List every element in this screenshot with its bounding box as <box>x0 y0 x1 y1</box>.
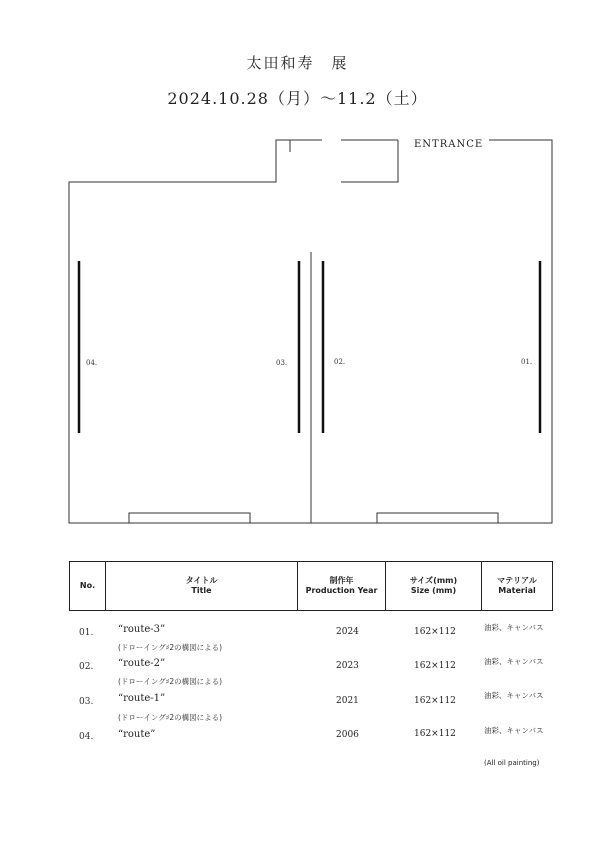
bench-left <box>129 513 250 523</box>
bench-right <box>377 513 498 523</box>
row-no: 04. <box>79 732 94 742</box>
row-title: “route-2” <box>118 658 166 669</box>
wall-label-04: 04. <box>86 359 98 367</box>
footnote: (All oil painting) <box>484 759 540 767</box>
row-no: 02. <box>79 662 94 672</box>
row-title: “route-3” <box>118 624 166 635</box>
header-material-en: Material <box>498 586 536 595</box>
header-no-label: No. <box>79 581 96 590</box>
entrance-partition-2 <box>341 140 398 182</box>
header-size-en: Size (mm) <box>410 586 457 595</box>
header-year <box>298 562 386 610</box>
row-title: “route-1” <box>118 693 166 704</box>
row-no: 03. <box>79 697 94 707</box>
header-year-en: Production Year <box>305 586 378 595</box>
header-year-jp: 制作年 <box>329 576 354 585</box>
table-header <box>69 561 553 611</box>
row-year: 2006 <box>336 730 359 740</box>
wall-label-02: 02. <box>334 358 346 366</box>
row-note: (ドローイング♯2の構図による) <box>118 643 223 652</box>
row-year: 2021 <box>336 696 359 706</box>
row-title: “route” <box>118 729 156 740</box>
exhibition-dates: 2024.10.28（月）〜11.2（土） <box>167 89 428 108</box>
wall-label-01: 01. <box>521 358 533 366</box>
header-title <box>106 562 298 610</box>
header-size <box>386 562 482 610</box>
exhibition-title: 太田和寿 展 <box>246 54 349 72</box>
wall-label-03: 03. <box>276 359 288 367</box>
header-title-en: Title <box>191 586 212 595</box>
row-material: 油彩、キャンバス <box>484 623 544 632</box>
row-size: 162×112 <box>414 729 456 739</box>
row-size: 162×112 <box>414 696 456 706</box>
row-size: 162×112 <box>414 627 456 637</box>
row-size: 162×112 <box>414 661 456 671</box>
row-material: 油彩、キャンバス <box>484 726 544 735</box>
header-size-jp: サイズ(mm) <box>409 576 458 585</box>
entrance-label: ENTRANCE <box>414 139 484 150</box>
header-no <box>70 562 106 610</box>
row-no: 01. <box>79 628 94 638</box>
header-material-jp: マテリアル <box>497 576 537 585</box>
row-material: 油彩、キャンバス <box>484 691 544 700</box>
header-title-jp: タイトル <box>185 576 218 585</box>
row-year: 2024 <box>336 627 359 637</box>
row-note: (ドローイング♯2の構図による) <box>118 677 223 686</box>
row-note: (ドローイング♯2の構図による) <box>118 713 223 722</box>
row-material: 油彩、キャンバス <box>484 657 544 666</box>
row-year: 2023 <box>336 661 359 671</box>
header-material <box>482 562 552 610</box>
